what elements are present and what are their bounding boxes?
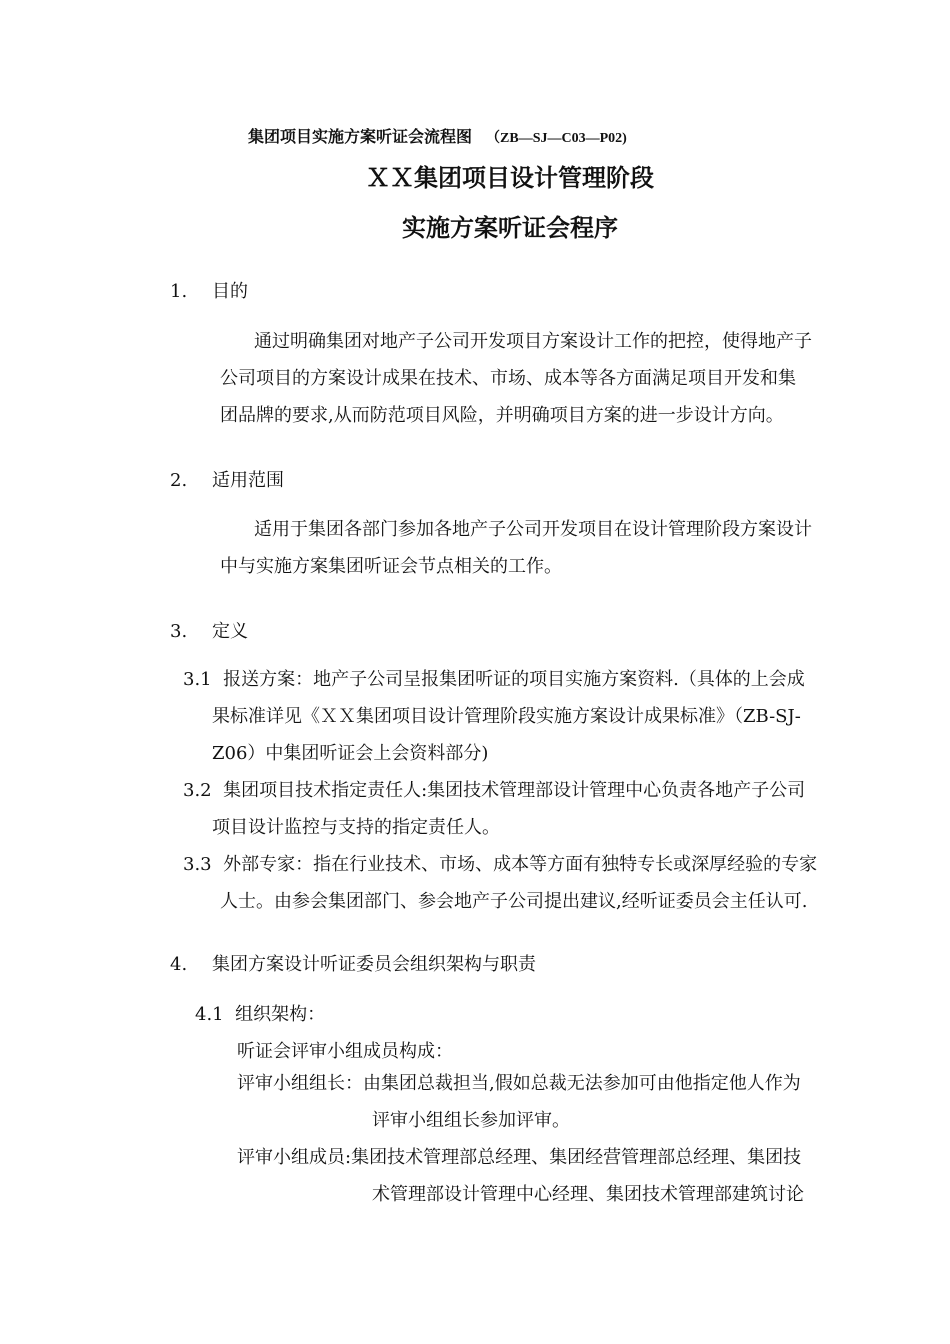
- section-title: 定义: [212, 621, 248, 642]
- section-title: 适用范围: [212, 470, 284, 491]
- role-line: 集团技术管理部总经理、集团经营管理部总经理、集团技: [351, 1147, 802, 1168]
- main-title-line-2: 实施方案听证会程序: [402, 213, 618, 242]
- section-1-line: 公司项目的方案设计成果在技术、市场、成本等各方面满足项目开发和集: [220, 368, 796, 389]
- section-number: 3.: [170, 621, 188, 642]
- role-label: 评审小组成员:: [237, 1147, 352, 1168]
- section-number: 1.: [170, 281, 188, 302]
- header-title: 集团项目实施方案听证会流程图: [248, 127, 473, 146]
- item-line: 报送方案：地产子公司呈报集团听证的项目实施方案资料.（具体的上会成: [223, 669, 805, 690]
- subsection-number: 4.1: [195, 1004, 224, 1025]
- item-line: 外部专家：指在行业技术、市场、成本等方面有独特专长或深厚经验的专家: [223, 854, 818, 875]
- definition-item: [183, 772, 805, 809]
- section-number: 2.: [170, 470, 188, 491]
- item-line: 集团项目技术指定责任人:集团技术管理部设计管理中心负责各地产子公司: [223, 780, 806, 801]
- section-1-line: 通过明确集团对地产子公司开发项目方案设计工作的把控，使得地产子: [254, 331, 812, 352]
- document-code: （ZB—SJ—C03—P02): [486, 131, 627, 146]
- definition-item: [183, 661, 805, 698]
- item-line: 项目设计监控与支持的指定责任人。: [212, 817, 500, 838]
- item-number: 3.2: [183, 780, 212, 801]
- section-1-line: 团品牌的要求,从而防范项目风险，并明确项目方案的进一步设计方向。: [220, 405, 784, 426]
- role-leader: [237, 1065, 801, 1102]
- item-line: Z06）中集团听证会上会资料部分): [212, 743, 489, 764]
- role-line: 评审小组组长参加评审。: [372, 1110, 570, 1131]
- main-title-line-1: ＸＸ集团项目设计管理阶段: [366, 163, 654, 192]
- subsection-title: 组织架构：: [235, 1004, 326, 1025]
- section-1-heading: [170, 277, 248, 303]
- section-4-heading: [170, 950, 536, 976]
- item-number: 3.3: [183, 854, 212, 875]
- section-title: 目的: [212, 281, 248, 302]
- item-line: 人士。由参会集团部门、参会地产子公司提出建议,经听证委员会主任认可.: [220, 891, 808, 912]
- role-label: 评审小组组长：: [237, 1073, 363, 1094]
- role-members: [237, 1139, 801, 1176]
- section-2-heading: [170, 466, 284, 492]
- item-number: 3.1: [183, 669, 212, 690]
- section-3-heading: [170, 617, 248, 643]
- committee-intro: 听证会评审小组成员构成：: [237, 1041, 453, 1062]
- document-header: [248, 124, 627, 147]
- section-2-line: 中与实施方案集团听证会节点相关的工作。: [220, 556, 562, 577]
- role-line: 术管理部设计管理中心经理、集团技术管理部建筑讨论: [372, 1184, 804, 1205]
- section-number: 4.: [170, 954, 188, 975]
- section-2-line: 适用于集团各部门参加各地产子公司开发项目在设计管理阶段方案设计: [254, 519, 812, 540]
- item-line: 果标准详见《ＸＸ集团项目设计管理阶段实施方案设计成果标准》（ZB-SJ-: [212, 706, 801, 727]
- definition-item: [183, 846, 817, 883]
- role-line: 由集团总裁担当,假如总裁无法参加可由他指定他人作为: [363, 1073, 801, 1094]
- subsection-4-1-heading: [195, 1000, 325, 1026]
- section-title: 集团方案设计听证委员会组织架构与职责: [212, 954, 536, 975]
